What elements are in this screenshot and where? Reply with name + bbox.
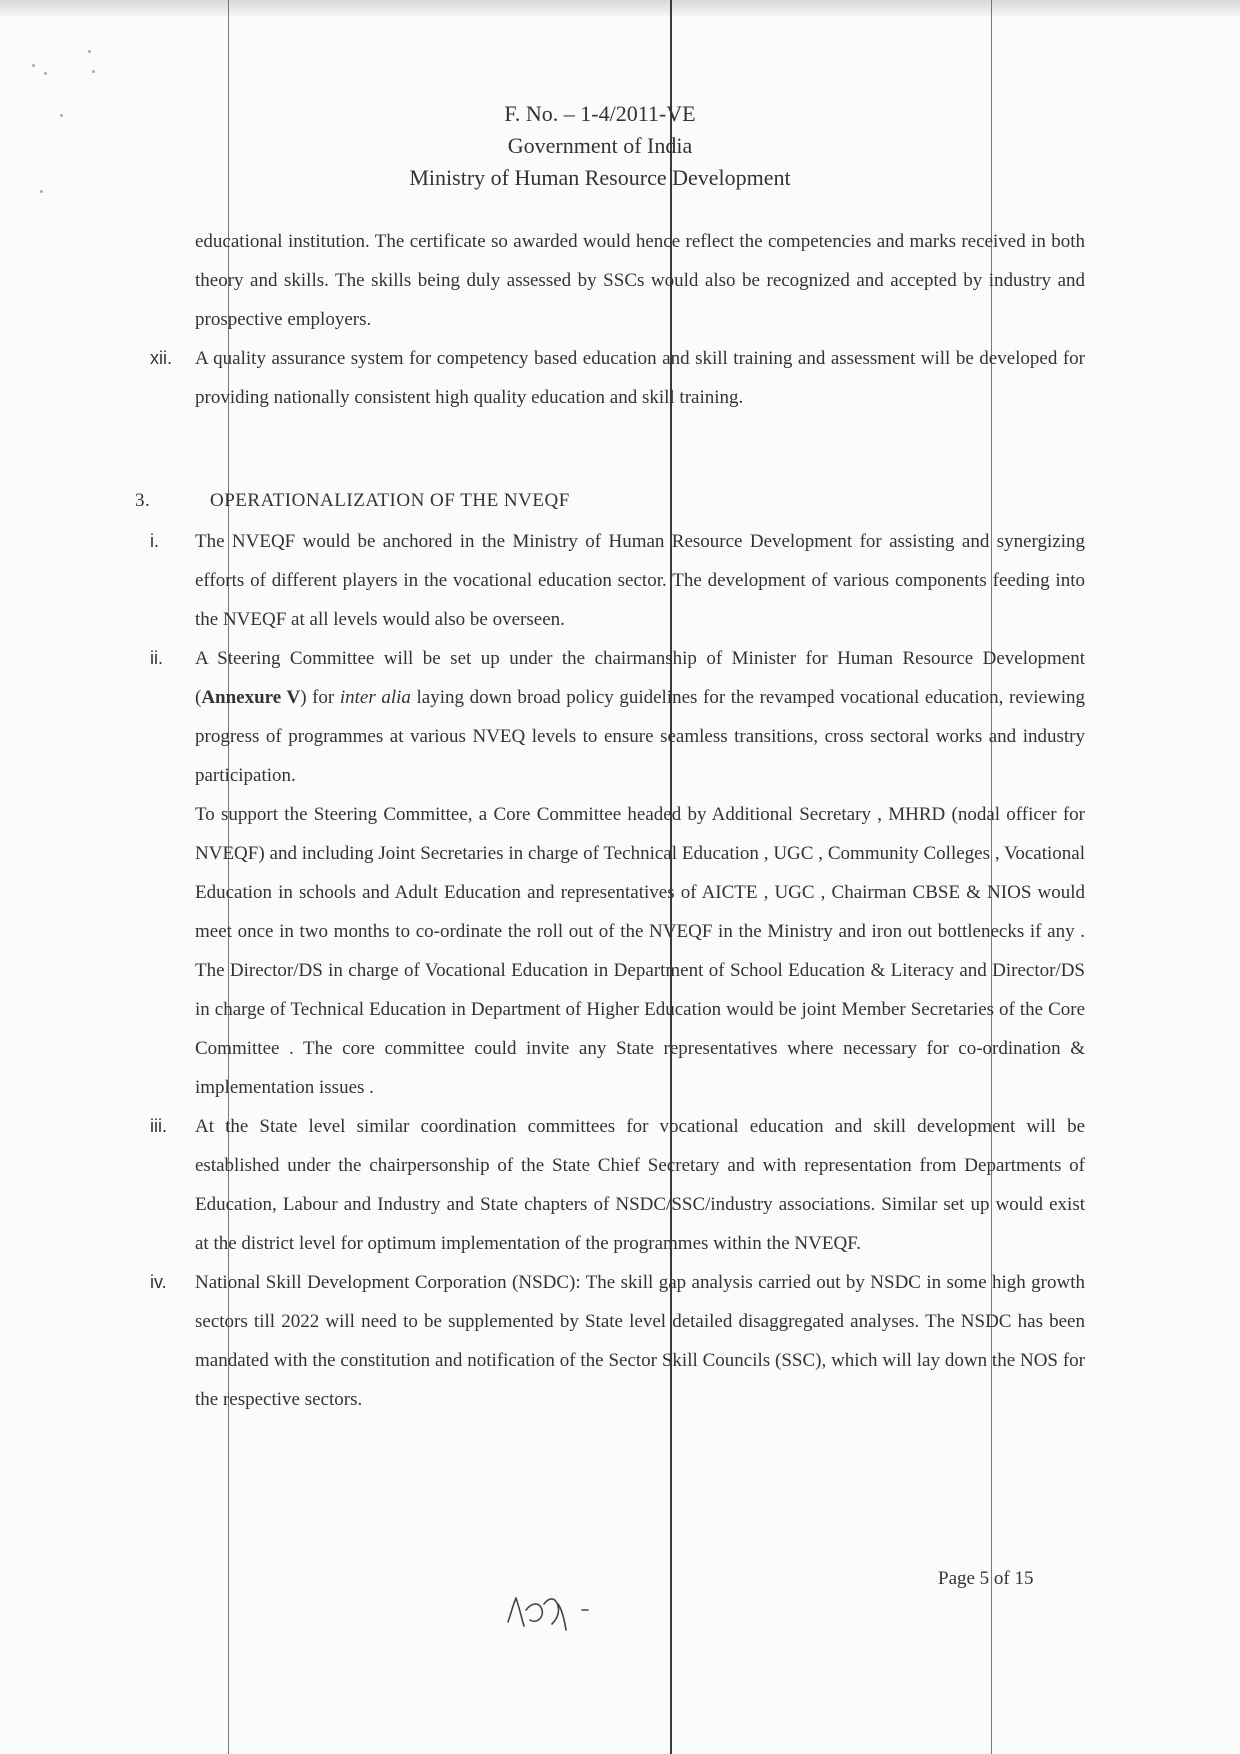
file-number: F. No. – 1-4/2011-VE: [504, 101, 696, 126]
continued-paragraph: educational institution. The certificate so awarded would hence reflect the competencies and marks received in both theory and skills. The skills being duly assessed by SSCs would also be recognized and accepted by industry and prospective employers.: [195, 231, 1085, 330]
list-item-ii-continuation: To support the Steering Committee, a Core Committee headed by Additional Secretary , MHRD (nodal officer for NVEQF) and including Joint Secretaries in charge of Technical Education , UGC , Community Colleges , Vocational Education in schools and Adult Education and representatives of AICTE , UGC , Chairman CBSE & NIOS would meet once in two months to co-ordinate the roll out of the NVEQF in the Ministry and iron out bottlenecks if any . The Director/DS in charge of Vocational Education in Department of School Education & Literacy and Director/DS in charge of Technical Education in Department of Higher Education would be joint Member Secretaries of the Core Committee . The core committee could invite any State representatives where necessary for co-ordination & implementation issues .: [195, 804, 1085, 1098]
letter-header: [300, 98, 900, 194]
speck: [92, 70, 95, 73]
speck: [44, 72, 47, 75]
page-number: Page 5 of 15: [938, 1568, 1034, 1589]
scan-specks: [30, 50, 110, 210]
list-text: A quality assurance system for competency based education and skill training and assessment will be developed for providing nationally consistent high quality education and skill training.: [195, 348, 1085, 408]
list-number: xii.: [150, 348, 172, 368]
list-item-iii: [150, 1107, 1085, 1263]
list-number: i.: [150, 531, 159, 551]
section-heading: [135, 481, 1085, 520]
scan-top-band: [0, 0, 1240, 16]
government-line: Government of India: [507, 133, 693, 158]
ministry-line: Ministry of Human Resource Development: [409, 165, 791, 190]
list-text: A Steering Committee will be set up under the chairmanship of Minister for Human Resource Development (: [195, 648, 1085, 708]
list-item-iv: [150, 1263, 1085, 1419]
handwritten-initials: [500, 1580, 610, 1640]
list-text: ) for: [300, 687, 340, 708]
speck: [32, 64, 35, 67]
speck: [60, 114, 63, 117]
section-number: 3.: [135, 490, 151, 511]
list-number: iii.: [150, 1116, 167, 1136]
speck: [40, 190, 43, 193]
list-number: iv.: [150, 1272, 167, 1292]
list-text: National Skill Development Corporation (NSDC): The skill gap analysis carried out by NSDC in some high growth sectors till 2022 will need to be supplemented by State level detailed disaggregated analyses. The NSDC has been mandated with the constitution and notification of the Sector Skill Councils (SSC), which will lay down the NOS for the respective sectors.: [195, 1272, 1085, 1410]
spacer: [150, 417, 1085, 481]
list-item-ii: [150, 639, 1085, 795]
list-number: ii.: [150, 648, 163, 668]
inter-alia-phrase: inter alia: [339, 687, 411, 708]
list-item-xii: [150, 339, 1085, 417]
section-title: OPERATIONALIZATION OF THE NVEQF: [210, 490, 570, 511]
speck: [88, 50, 91, 53]
list-text: At the State level similar coordination committees for vocational education and skill development will be established under the chairpersonship of the State Chief Secretary and with representation from Departments of Education, Labour and Industry and State chapters of NSDC/SSC/industry associations. Similar set up would exist at the district level for optimum implementation of the programmes within the NVEQF.: [195, 1116, 1085, 1254]
list-item-i: [150, 522, 1085, 639]
list-text: The NVEQF would be anchored in the Ministry of Human Resource Development for assisting and synergizing efforts of different players in the vocational education sector. The development of various components feeding into the NVEQF at all levels would also be overseen.: [195, 531, 1085, 630]
annexure-reference: Annexure V: [201, 687, 301, 708]
document-body: [135, 222, 1085, 1419]
list-text: laying down broad policy guidelines for the revamped vocational education, reviewing progress of programmes at various NVEQ levels to ensure seamless transitions, cross sectoral works and industry participation.: [195, 687, 1085, 786]
